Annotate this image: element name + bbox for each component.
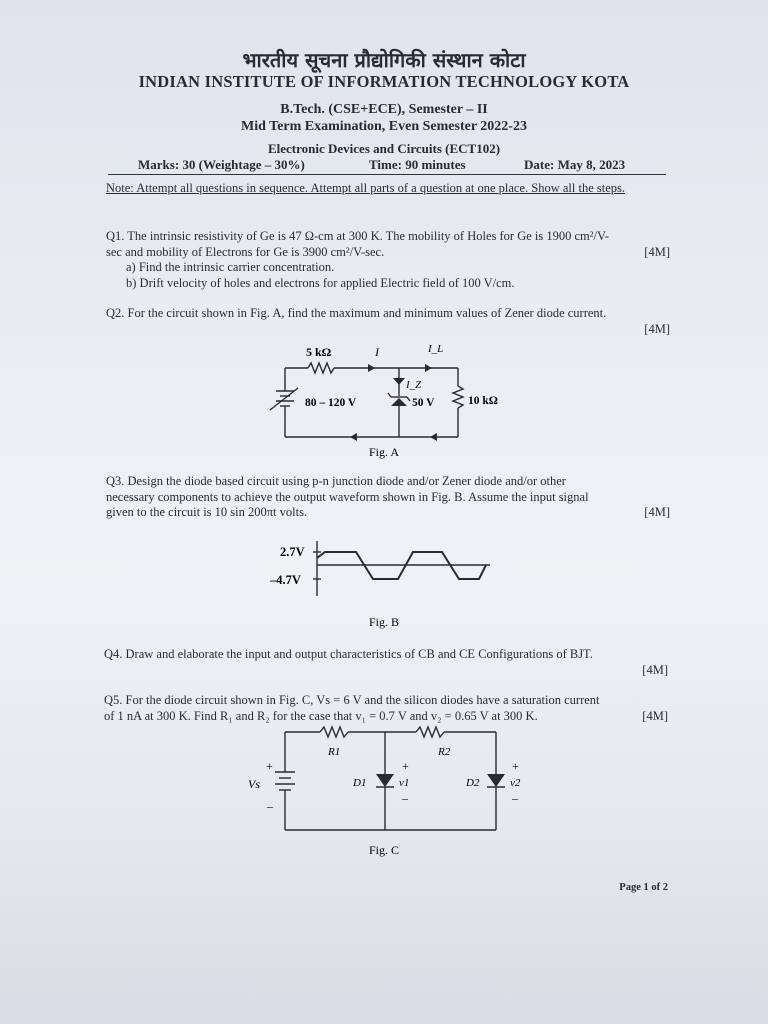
q5-line-1: Q5. For the diode circuit shown in Fig. C, Vs = 6 V and the silicon diodes have a saturation current	[104, 693, 600, 707]
fig-a-current-label: I	[375, 345, 379, 359]
fig-c-source-label: Vs	[248, 777, 260, 791]
fig-a-resistor-label: 5 kΩ	[306, 345, 332, 359]
q1-marks: [4M]	[644, 244, 670, 259]
fig-b-caption: Fig. B	[369, 615, 400, 629]
header-divider	[108, 174, 666, 175]
fig-a-zener-label: 50 V	[412, 397, 435, 409]
exam-line: Mid Term Examination, Even Semester 2022-23	[241, 119, 527, 134]
institute-name: INDIAN INSTITUTE OF INFORMATION TECHNOLOGY KOTA	[138, 72, 630, 91]
marks-info: Marks: 30 (Weightage – 30%)	[138, 157, 305, 172]
fig-a-load-current-label: I_L	[428, 343, 444, 355]
fig-c-r2-label: R2	[438, 746, 451, 758]
fig-a-zener-circuit	[260, 338, 520, 466]
hindi-title: भारतीय सूचना प्रौद्योगिकी संस्थान कोटा	[242, 48, 526, 72]
fig-c-v2-plus: +	[512, 759, 519, 773]
q5-line-2-text: of 1 nA at 300 K. Find R₁ and R₂ for the case that v₁ = 0.7 V and v₂ = 0.65 V at 300 K.	[104, 708, 538, 723]
q3-line-3	[106, 505, 672, 521]
fig-c-v2-minus: –	[512, 791, 518, 805]
q1-line-2-text: sec and mobility of Electrons for Ge is 3900 cm²/V-sec.	[106, 244, 385, 259]
q3-marks: [4M]	[644, 505, 670, 519]
q2-marks: [4M]	[644, 321, 670, 336]
fig-b-upper-level: 2.7V	[280, 545, 305, 559]
q1-part-b: b) Drift velocity of holes and electrons for applied Electric field of 100 V/cm.	[126, 275, 515, 290]
fig-a-load-label: 10 kΩ	[468, 395, 498, 407]
fig-a-caption: Fig. A	[369, 445, 400, 459]
course-line: Electronic Devices and Circuits (ECT102)	[267, 141, 501, 156]
q4-line-1: Q4. Draw and elaborate the input and output characteristics of CB and CE Configurations of BJT.	[104, 647, 593, 661]
question-4	[104, 647, 670, 679]
time-info: Time: 90 minutes	[369, 157, 466, 172]
q3-line-3-text: given to the circuit is 10 sin 200πt volts.	[106, 505, 308, 519]
q2-marks-row	[106, 322, 672, 338]
page-number: Page 1 of 2	[619, 882, 668, 893]
fig-c-caption: Fig. C	[369, 843, 400, 857]
q1-line-2	[106, 245, 672, 261]
fig-c-source-plus: +	[266, 759, 273, 773]
program-line: B.Tech. (CSE+ECE), Semester – II	[280, 102, 488, 117]
fig-c-d1-label: D1	[353, 777, 367, 789]
fig-c-v1-label: v1	[399, 777, 410, 789]
fig-c-v1-plus: +	[402, 759, 409, 773]
q4-marks-row	[104, 663, 670, 679]
fig-a-zener-current-label: I_Z	[406, 379, 422, 391]
fig-c-diode-circuit	[240, 722, 530, 860]
fig-b-lower-level: –4.7V	[270, 573, 301, 587]
fig-c-d2-label: D2	[466, 777, 480, 789]
q1-part-a: a) Find the intrinsic carrier concentration.	[126, 260, 335, 274]
fig-a-source-label: 80 – 120 V	[305, 397, 357, 409]
q3-line-1: Q3. Design the diode based circuit using p-n junction diode and/or Zener diode and/or other	[106, 474, 566, 488]
question-3	[106, 474, 672, 521]
fig-c-source-minus: –	[267, 799, 273, 813]
q4-marks: [4M]	[642, 662, 668, 677]
instructions-note: Note: Attempt all questions in sequence. Attempt all parts of a question at one place. Show all the steps.	[106, 181, 625, 195]
q5-marks: [4M]	[642, 708, 668, 723]
q3-line-2: necessary components to achieve the output waveform shown in Fig. B. Assume the input signal	[106, 489, 589, 504]
question-1	[106, 229, 672, 291]
date-info: Date: May 8, 2023	[524, 157, 626, 172]
fig-c-r1-label: R1	[328, 746, 341, 758]
fig-c-v1-minus: –	[402, 791, 408, 805]
q1-line-1: Q1. The intrinsic resistivity of Ge is 47 Ω-cm at 300 K. The mobility of Holes for Ge is 1900 cm²/V-	[106, 229, 610, 243]
question-5	[104, 693, 670, 724]
q2-line-1: Q2. For the circuit shown in Fig. A, find the maximum and minimum values of Zener diode current.	[106, 306, 607, 320]
question-2	[106, 306, 672, 338]
fig-c-v2-label: v2	[510, 777, 521, 789]
fig-b-waveform	[270, 538, 500, 630]
